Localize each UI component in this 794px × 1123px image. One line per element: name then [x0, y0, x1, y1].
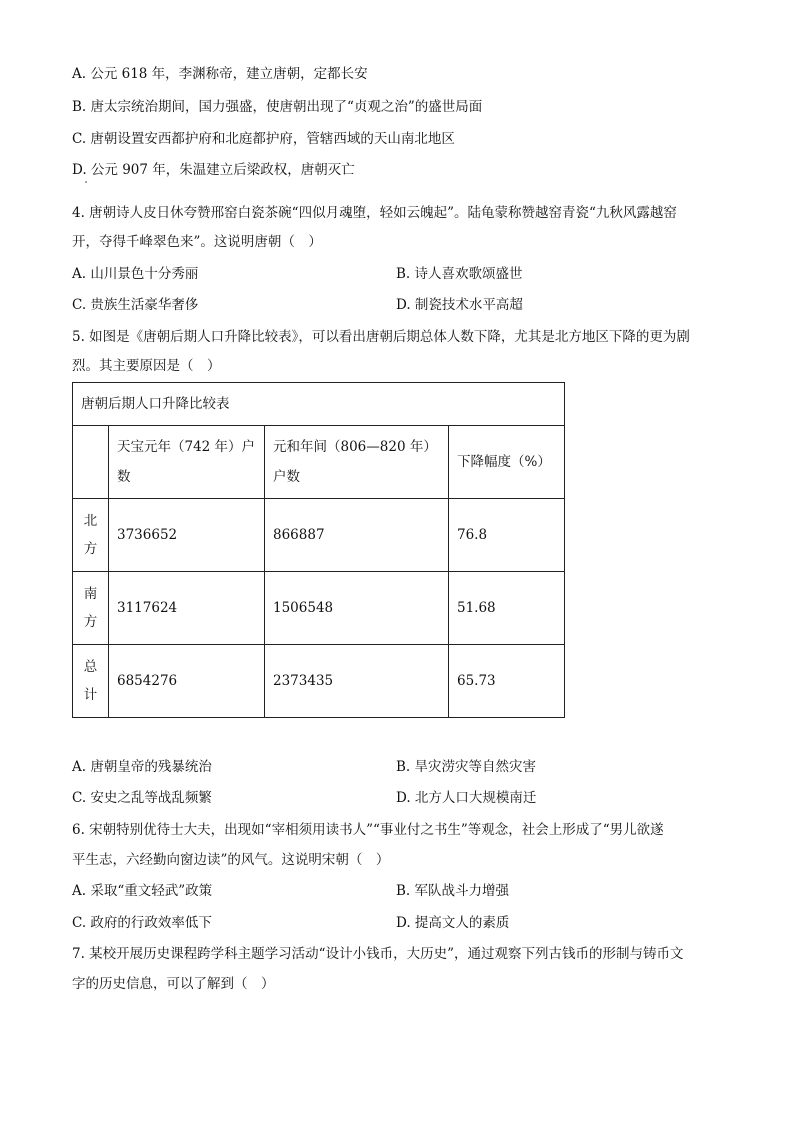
q4-options-row2: [72, 295, 732, 315]
q6-option-a: A. 采取“重文轻武”政策: [72, 883, 213, 899]
stray-dot: [85, 181, 87, 183]
cell-tianbao: 6854276: [109, 645, 265, 718]
population-table: [72, 382, 565, 718]
q5-option-d: D. 北方人口大规模南迁: [396, 790, 537, 806]
cell-decline: 76.8: [449, 499, 565, 572]
q5-options-row1: [72, 757, 732, 777]
q5-options-row2: [72, 788, 732, 808]
cell-yuanhe: 866887: [265, 499, 449, 572]
cell-yuanhe: 1506548: [265, 572, 449, 645]
q4-stem-line1: 4. 唐朝诗人皮日休夸赞邢窑白瓷茶碗“四似月魂堕，轻如云魄起”。陆龟蒙称赞越窑青瓷“九秋风露越窑: [72, 205, 677, 221]
header-yuanhe: 元和年间（806—820 年）户数: [265, 426, 449, 499]
q4-options-row1: [72, 264, 732, 284]
q6-options-row2: [72, 913, 732, 933]
q5-option-a: A. 唐朝皇帝的残暴统治: [72, 759, 212, 775]
header-tianbao: 天宝元年（742 年）户数: [109, 426, 265, 499]
q3-option-b: B. 唐太宗统治期间，国力强盛，使唐朝出现了“贞观之治”的盛世局面: [72, 99, 483, 115]
q4-option-b: B. 诗人喜欢歌颂盛世: [396, 266, 523, 282]
q4-stem-line2: 开，夺得千峰翠色来”。这说明唐朝（ ）: [72, 234, 322, 250]
row-region: 总计: [83, 659, 98, 703]
q7-stem-line2: 字的历史信息，可以了解到（ ）: [72, 976, 275, 992]
q3-option-c: C. 唐朝设置安西都护府和北庭都护府，管辖西域的天山南北地区: [72, 131, 455, 147]
cell-decline: 65.73: [449, 645, 565, 718]
table-row: [73, 572, 565, 645]
q6-stem-line2: 平生志，六经勤向窗边读”的风气。这说明宋朝（ ）: [72, 852, 390, 868]
table-corner-cell: [73, 426, 109, 499]
q4-option-d: D. 制瓷技术水平高超: [396, 297, 523, 313]
q3-option-a: A. 公元 618 年，李渊称帝，建立唐朝，定都长安: [72, 66, 368, 82]
table-title: 唐朝后期人口升降比较表: [73, 383, 565, 426]
cell-tianbao: 3736652: [109, 499, 265, 572]
header-decline: 下降幅度（%）: [449, 426, 565, 499]
row-region: 北方: [83, 513, 98, 557]
q6-stem-line1: 6. 宋朝特别优待士大夫，出现如“宰相须用读书人”“事业付之书生”等观念，社会上形成了“男儿欲遂: [72, 822, 664, 838]
q6-options-row1: [72, 881, 732, 901]
q3-option-d: D. 公元 907 年，朱温建立后梁政权，唐朝灭亡: [72, 162, 355, 178]
q5-option-b: B. 旱灾涝灾等自然灾害: [396, 759, 537, 775]
cell-tianbao: 3117624: [109, 572, 265, 645]
q6-option-c: C. 政府的行政效率低下: [72, 915, 212, 931]
table-row: [73, 499, 565, 572]
q4-option-a: A. 山川景色十分秀丽: [72, 266, 199, 282]
q5-stem-line2: 烈。其主要原因是（ ）: [72, 358, 221, 374]
cell-yuanhe: 2373435: [265, 645, 449, 718]
row-region: 南方: [83, 586, 98, 630]
table-row: [73, 645, 565, 718]
q6-option-d: D. 提高文人的素质: [396, 915, 510, 931]
q5-option-c: C. 安史之乱等战乱频繁: [72, 790, 212, 806]
q6-option-b: B. 军队战斗力增强: [396, 883, 510, 899]
q7-stem-line1: 7. 某校开展历史课程跨学科主题学习活动“设计小钱币，大历史”，通过观察下列古钱币的形制与铸币文: [72, 946, 684, 962]
q5-stem-line1: 5. 如图是《唐朝后期人口升降比较表》，可以看出唐朝后期总体人数下降，尤其是北方地区下降的更为剧: [72, 329, 690, 345]
cell-decline: 51.68: [449, 572, 565, 645]
q4-option-c: C. 贵族生活豪华奢侈: [72, 297, 199, 313]
